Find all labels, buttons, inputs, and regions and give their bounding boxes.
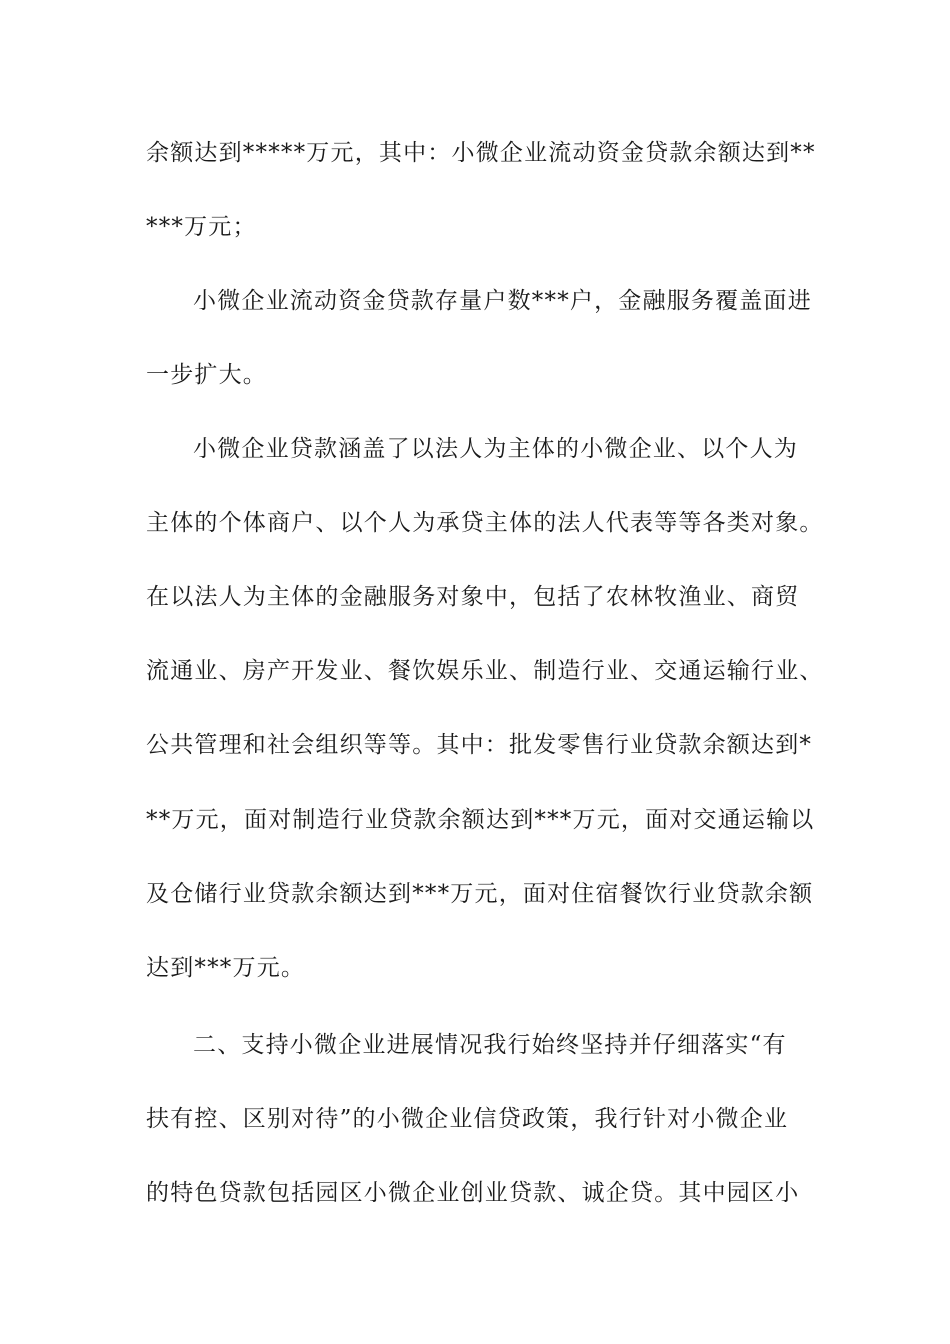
text-line-13: 二、支持小微企业进展情况我行始终坚持并仔细落实“有 <box>193 1032 787 1058</box>
text-line-9: 公共管理和社会组织等等。其中：批发零售行业贷款余额达到* <box>146 732 813 758</box>
text-line-14: 扶有控、区别对待”的小微企业信贷政策，我行针对小微企业 <box>146 1106 789 1132</box>
text-line-4: 一步扩大。 <box>146 362 267 388</box>
text-line-10: **万元，面对制造行业贷款余额达到***万元，面对交通运输以 <box>146 807 815 833</box>
text-line-8: 流通业、房产开发业、餐饮娱乐业、制造行业、交通运输行业、 <box>146 658 824 684</box>
text-line-3: 小微企业流动资金贷款存量户数***户，金融服务覆盖面进 <box>193 288 812 314</box>
text-line-15: 的特色贷款包括园区小微企业创业贷款、诚企贷。其中园区小 <box>146 1180 800 1206</box>
text-line-5: 小微企业贷款涵盖了以法人为主体的小微企业、以个人为 <box>193 436 798 462</box>
text-line-7: 在以法人为主体的金融服务对象中，包括了农林牧渔业、商贸 <box>146 584 800 610</box>
text-line-1: 余额达到*****万元，其中：小微企业流动资金贷款余额达到** <box>146 140 816 166</box>
text-line-12: 达到***万元。 <box>146 955 306 981</box>
text-line-11: 及仓储行业贷款余额达到***万元，面对住宿餐饮行业贷款余额 <box>146 881 814 907</box>
text-line-6: 主体的个体商户、以个人为承贷主体的法人代表等等各类对象。 <box>146 510 824 536</box>
text-line-2: ***万元； <box>146 214 257 240</box>
